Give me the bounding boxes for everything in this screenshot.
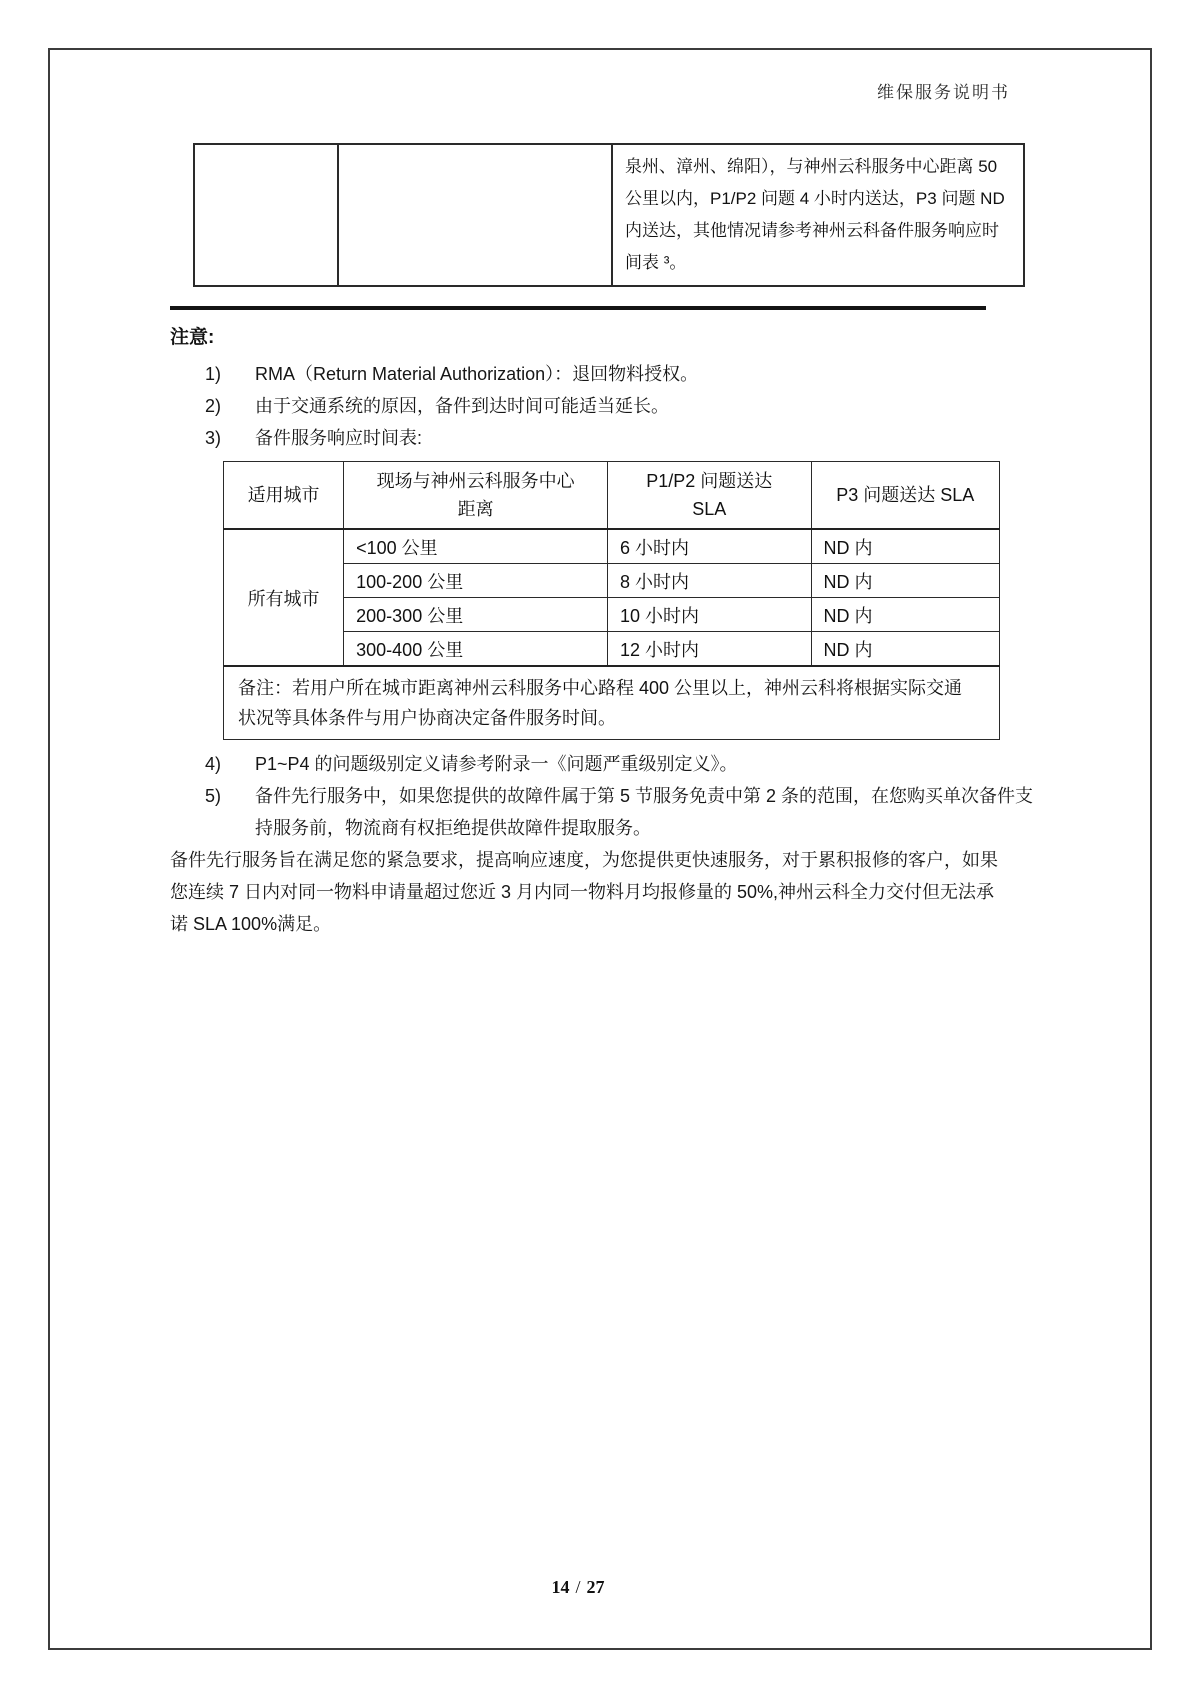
sla-cell-p3: ND 内 xyxy=(811,632,1000,667)
sla-cell-city: 所有城市 xyxy=(224,529,344,666)
continuation-cell-1 xyxy=(194,144,338,286)
sla-response-table xyxy=(223,461,1000,740)
note-item-number: 5) xyxy=(205,786,222,806)
continuation-cell-2 xyxy=(338,144,612,286)
sla-cell-p3: ND 内 xyxy=(811,564,1000,598)
sla-header-line: SLA xyxy=(692,499,727,519)
note-item-number: 3) xyxy=(205,428,222,448)
sla-cell-p1p2: 6 小时内 xyxy=(608,529,811,564)
sla-cell-p3: ND 内 xyxy=(811,529,1000,564)
continuation-text-line: 内送达，其他情况请参考神州云科备件服务响应时 xyxy=(625,221,999,240)
sla-header-line: 现场与神州云科服务中心 xyxy=(376,471,575,491)
sla-cell-distance: <100 公里 xyxy=(344,529,608,564)
sla-header-p1p2 xyxy=(608,462,811,530)
closing-paragraph-line: 诺 SLA 100%满足。 xyxy=(170,914,332,934)
page-number: 14 xyxy=(551,1577,570,1597)
sla-cell-distance: 100-200 公里 xyxy=(344,564,608,598)
note-item-number: 4) xyxy=(205,754,222,774)
sla-header-line: P1/P2 问题送达 xyxy=(646,471,773,491)
sla-cell-p1p2: 10 小时内 xyxy=(608,598,811,632)
note-item-text: 由于交通系统的原因，备件到达时间可能适当延长。 xyxy=(255,396,669,416)
notes-content xyxy=(170,358,1034,940)
sla-cell-p1p2: 8 小时内 xyxy=(608,564,811,598)
sla-remark-row xyxy=(224,666,1000,740)
sla-header-p3 xyxy=(811,462,1000,530)
sla-cell-p1p2: 12 小时内 xyxy=(608,632,811,667)
closing-paragraph-line: 备件先行服务旨在满足您的紧急要求，提高响应速度，为您提供更快速服务，对于累积报修的客户，如果 xyxy=(170,850,998,870)
continuation-table xyxy=(193,143,1025,287)
sla-cell-distance: 200-300 公里 xyxy=(344,598,608,632)
sla-header-row xyxy=(224,462,1000,530)
page-header-title: 维保服务说明书 xyxy=(877,83,1010,102)
note-item-text: RMA（Return Material Authorization）：退回物料授权。 xyxy=(255,364,699,384)
closing-paragraph-line: 您连续 7 日内对同一物料申请量超过您近 3 月内同一物料月均报修量的 50%,神州云科全力交付但无法承 xyxy=(170,882,995,902)
page-number-separator: / xyxy=(575,1577,581,1597)
continuation-text-line: 泉州、漳州、绵阳），与神州云科服务中心距离 50 xyxy=(625,157,998,176)
sla-header-line: 距离 xyxy=(457,499,494,519)
sla-header-line: P3 问题送达 SLA xyxy=(836,485,975,505)
note-item-2 xyxy=(170,390,1000,422)
sla-table-row xyxy=(224,529,1000,564)
section-divider-rule xyxy=(170,306,986,310)
notes-heading: 注意: xyxy=(170,327,215,348)
note-item-number: 1) xyxy=(205,364,222,384)
sla-header-distance xyxy=(344,462,608,530)
sla-cell-p3: ND 内 xyxy=(811,598,1000,632)
note-item-text: 备件服务响应时间表: xyxy=(255,428,423,448)
note-item-text-line: 备件先行服务中，如果您提供的故障件属于第 5 节服务免责中第 2 条的范围，在您购买单次备件支 xyxy=(255,786,1034,806)
note-item-text xyxy=(255,780,1033,844)
sla-remark-line: 备注：若用户所在城市距离神州云科服务中心路程 400 公里以上，神州云科将根据实际交通 xyxy=(238,678,963,698)
page-footer xyxy=(170,1577,986,1598)
note-item-1 xyxy=(170,358,1000,390)
continuation-text-line: 公里以内，P1/P2 问题 4 小时内送达，P3 问题 ND xyxy=(625,189,1005,208)
closing-paragraph xyxy=(170,844,1000,940)
note-item-text-line: 持服务前，物流商有权拒绝提供故障件提取服务。 xyxy=(255,818,651,838)
sla-remark-cell xyxy=(224,666,1000,740)
sla-header-line: 适用城市 xyxy=(247,485,320,505)
note-item-text: P1~P4 的问题级别定义请参考附录一《问题严重级别定义》。 xyxy=(255,754,738,774)
continuation-table-row xyxy=(194,144,1024,286)
sla-cell-distance: 300-400 公里 xyxy=(344,632,608,667)
page-total: 27 xyxy=(586,1577,605,1597)
continuation-text-line: 间表 ³。 xyxy=(625,253,687,272)
sla-remark-line: 状况等具体条件与用户协商决定备件服务时间。 xyxy=(238,708,616,728)
continuation-cell-3 xyxy=(612,144,1024,286)
note-item-3 xyxy=(170,422,1000,454)
sla-header-city xyxy=(224,462,344,530)
note-item-number: 2) xyxy=(205,396,222,416)
note-item-4 xyxy=(170,748,1000,780)
note-item-5 xyxy=(170,780,1034,844)
